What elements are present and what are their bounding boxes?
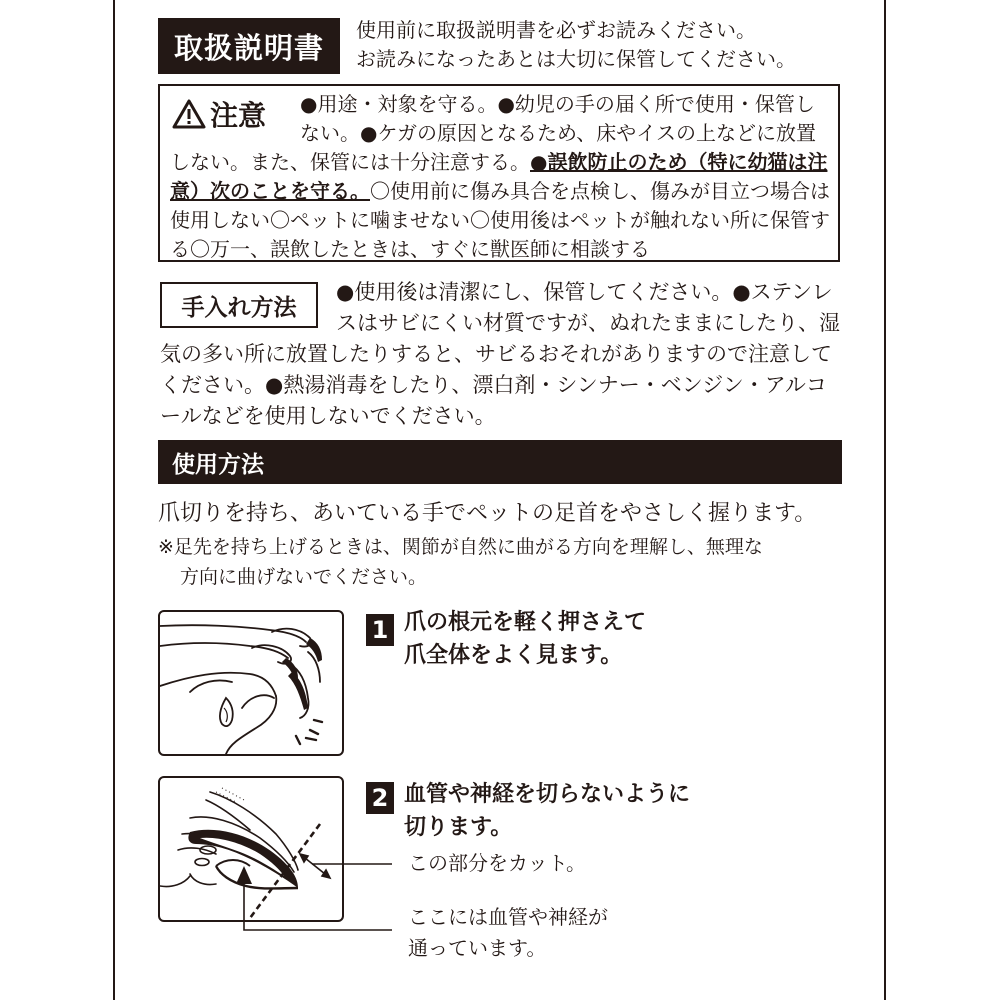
step-1-line-2: 爪全体をよく見ます。 [404, 643, 623, 668]
step-1-line-1: 爪の根元を軽く押さえて [404, 610, 647, 635]
manual-note [356, 16, 796, 74]
left-frame-line [113, 0, 115, 1000]
callout-vessel-line-2: 通っています。 [408, 936, 547, 960]
manual-title: 取扱説明書 [158, 18, 340, 74]
right-frame-line [884, 0, 886, 1000]
usage-note [158, 532, 763, 592]
caution-text-1: ●用途・対象を守る。●幼児の手の届く所で使用・保管しない。●ケガの原因となるため、床やイスの上などに放置しない。また、保管には十分注意する。 [170, 92, 817, 174]
manual-note-line-1: 使用前に取扱説明書を必ずお読みください。 [356, 18, 756, 42]
caution-text-2: 〇使用前に傷み具合を点検し、傷みが目立つ場合は使用しない〇ペットに噛ませない〇使用後はペットが触れない所に保管する〇万一、誤飲したときは、すぐに獣医師に相談する [170, 179, 830, 261]
claw-cross-section-illustration [160, 778, 342, 920]
step-2-illustration [158, 776, 344, 922]
caution-title: 注意 [210, 99, 267, 132]
usage-note-line-1: ※足先を持ち上げるときは、関節が自然に曲がる方向を理解し、無理な [158, 536, 763, 558]
callout-cut: この部分をカット。 [408, 851, 586, 875]
usage-heading: 使用方法 [158, 440, 842, 484]
usage-main-text: 爪切りを持ち、あいている手でペットの足首をやさしく握ります。 [158, 501, 817, 526]
step-2-text [404, 778, 690, 844]
step-1-text [404, 606, 646, 672]
step-1-number: 1 [366, 614, 394, 646]
step-1-illustration [158, 610, 344, 756]
hand-holding-paw-illustration [160, 612, 342, 754]
caution-text [170, 90, 830, 264]
callout-vessel [408, 902, 608, 964]
caution-text-bold: ●誤飲防止のため（特に幼猫は注意）次のことを守る。 [170, 150, 828, 203]
manual-note-line-2: お読みになったあとは大切に保管してください。 [356, 47, 796, 71]
step-2-number: 2 [366, 782, 394, 814]
step-2-line-2: 切ります。 [404, 815, 513, 840]
usage-note-line-2: 方向に曲げないでください。 [180, 566, 428, 588]
caution-box [158, 84, 840, 262]
care-text: ●使用後は清潔にし、保管してください。●ステンレスはサビにくい材質ですが、ぬれたままにしたり、湿気の多い所に放置したりすると、サビるおそれがありますので注意してください。●熱湯消毒をしたり、漂白剤・シンナー・ベンジン・アルコールなどを使用しないでください。 [160, 280, 840, 428]
step-2-line-1: 血管や神経を切らないように [404, 782, 691, 807]
care-label: 手入れ方法 [160, 282, 318, 328]
callout-vessel-line-1: ここには血管や神経が [408, 905, 608, 929]
